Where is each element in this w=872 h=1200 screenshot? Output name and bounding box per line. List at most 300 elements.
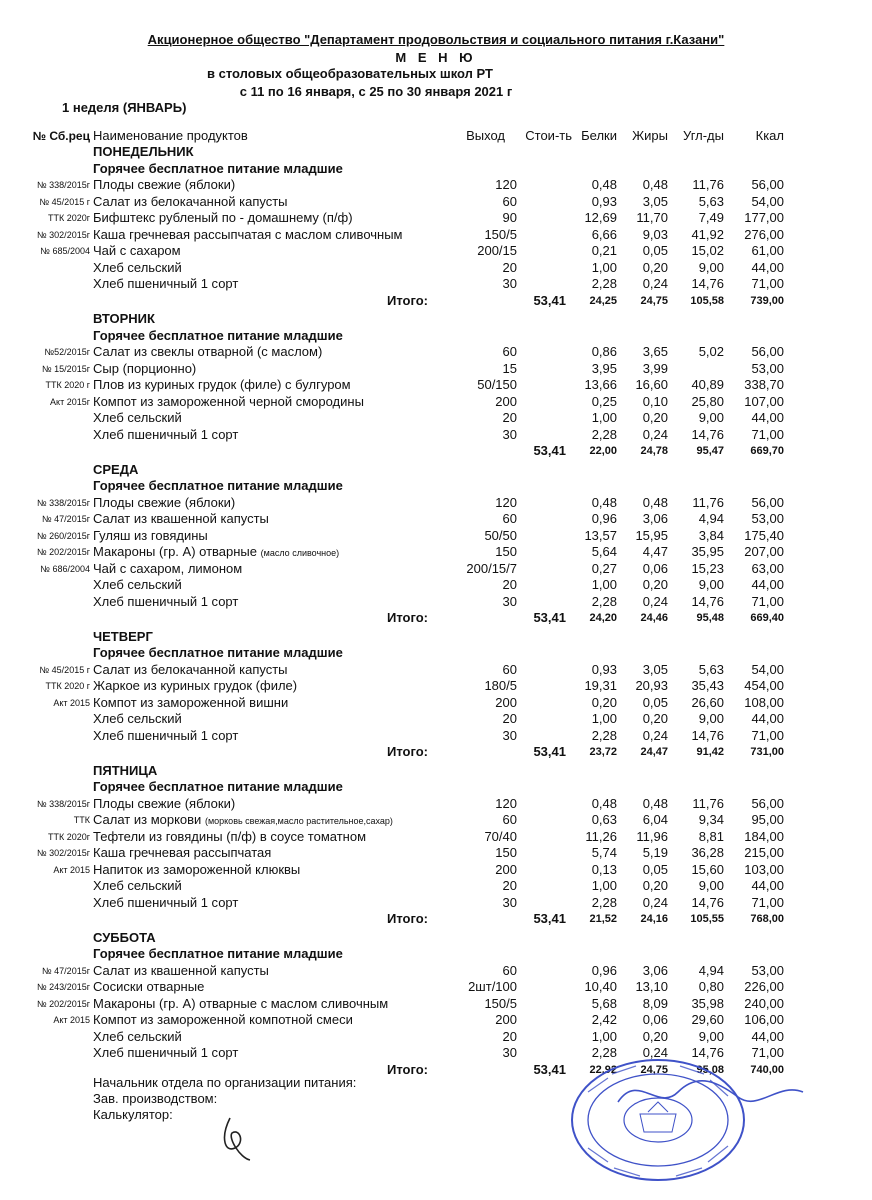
protein: 0,96 (591, 511, 617, 526)
carbs: 14,76 (691, 727, 724, 743)
protein: 0,48 (591, 494, 617, 510)
dish-name (93, 243, 181, 259)
carbs: 11,76 (692, 795, 724, 811)
total-carbs: 95,47 (696, 445, 724, 457)
carbs: 15,02 (691, 243, 724, 258)
table-header (0, 128, 872, 144)
fat: 13,10 (635, 979, 668, 994)
dish-name-text: Макароны (гр. А) отварные с маслом сливочным (93, 995, 389, 1011)
dish-name (93, 678, 297, 694)
category-row (0, 328, 872, 344)
dish-name (93, 394, 364, 410)
portion: 30 (502, 1045, 517, 1060)
dish-name (93, 812, 393, 829)
dish-name (93, 427, 238, 443)
total-protein: 24,25 (589, 294, 617, 307)
total-kcal: 731,00 (750, 746, 784, 758)
portion: 120 (495, 494, 517, 510)
dish-name-text: Салат из моркови (93, 812, 202, 827)
kcal: 54,00 (751, 193, 784, 209)
table-row (0, 377, 872, 393)
recipe-ref: № 47/2015г (42, 514, 90, 524)
fat: 5,19 (642, 845, 668, 860)
kcal: 53,00 (751, 360, 784, 376)
portion: 200 (495, 694, 517, 710)
table-row (0, 845, 872, 861)
total-row (0, 744, 872, 760)
portion: 200/15 (477, 243, 517, 258)
table-row (0, 895, 872, 911)
fat: 15,95 (635, 527, 668, 543)
kcal: 71,00 (751, 593, 784, 609)
protein: 1,00 (591, 259, 617, 275)
recipe-ref: ТТК (73, 815, 90, 825)
total-label: Итого: (387, 911, 428, 926)
carbs: 9,00 (698, 259, 724, 275)
portion: 20 (502, 577, 517, 592)
week-label: 1 неделя (ЯНВАРЬ) (62, 100, 187, 115)
fat: 0,06 (642, 1012, 668, 1027)
dish-name (93, 577, 182, 593)
dish-name (93, 1045, 238, 1061)
dish-name-text: Хлеб сельский (93, 711, 182, 726)
kcal: 53,00 (751, 511, 784, 526)
total-fat: 24,78 (640, 445, 668, 457)
kcal: 106,00 (744, 1012, 784, 1027)
day-row (0, 930, 872, 946)
day-name: ПЯТНИЦА (93, 762, 158, 778)
portion: 150 (495, 845, 517, 860)
carbs: 4,94 (698, 962, 724, 978)
dish-name (93, 695, 288, 711)
recipe-ref: Акт 2015 (53, 864, 90, 875)
kcal: 44,00 (751, 577, 784, 592)
fat: 0,24 (642, 593, 668, 609)
table-row (0, 276, 872, 292)
signature-production: Зав. производством: (93, 1091, 218, 1106)
kcal: 44,00 (751, 711, 784, 726)
total-row (0, 293, 872, 309)
kcal: 44,00 (751, 878, 784, 893)
table-row (0, 511, 872, 527)
table-row (0, 210, 872, 226)
total-protein: 24,20 (589, 612, 617, 624)
portion: 180/5 (484, 678, 517, 693)
dish-name-text: Хлеб пшеничный 1 сорт (93, 727, 239, 743)
fat: 0,10 (642, 393, 668, 409)
total-label: Итого: (387, 610, 428, 625)
kcal: 56,00 (751, 177, 784, 192)
kcal: 44,00 (751, 410, 784, 425)
dish-name (93, 511, 269, 527)
kcal: 56,00 (751, 795, 784, 811)
kcal: 276,00 (744, 226, 784, 242)
fat: 0,24 (642, 426, 668, 442)
recipe-ref: № 47/2015г (42, 965, 90, 976)
dish-name-text: Плов из куриных грудок (филе) с булгуром (93, 377, 351, 392)
portion: 20 (502, 259, 517, 275)
dish-name-text: Жаркое из куриных грудок (филе) (93, 678, 298, 693)
portion: 15 (502, 360, 517, 376)
portion: 20 (502, 1028, 517, 1044)
fat: 0,20 (642, 878, 668, 893)
protein: 19,31 (584, 678, 617, 693)
dish-name (93, 561, 242, 577)
portion: 2шт/100 (468, 979, 517, 994)
carbs: 3,84 (698, 527, 724, 543)
protein: 0,21 (591, 243, 617, 258)
signature-calculator: Калькулятор: (93, 1107, 173, 1122)
dish-name-text: Салат из квашенной капусты (93, 962, 269, 978)
fat: 11,96 (636, 828, 668, 844)
protein: 0,27 (591, 560, 617, 576)
dish-name (93, 829, 366, 845)
category-row (0, 161, 872, 177)
total-protein: 22,92 (589, 1063, 617, 1076)
protein: 0,63 (591, 812, 617, 827)
dish-name (93, 996, 388, 1012)
dish-name (93, 177, 235, 193)
dish-name-text: Каша гречневая рассыпчатая с маслом сливочным (93, 226, 403, 242)
protein: 0,48 (591, 177, 617, 192)
carbs: 5,63 (698, 661, 724, 677)
carbs: 29,60 (691, 1012, 724, 1027)
dish-name (93, 377, 351, 393)
recipe-ref: № 202/2015г (37, 547, 90, 557)
category-row (0, 779, 872, 795)
table-row (0, 410, 872, 426)
carbs: 14,76 (691, 894, 724, 910)
total-cost: 53,41 (533, 443, 566, 458)
kcal: 177,00 (744, 210, 784, 225)
portion: 200 (495, 393, 517, 409)
total-fat: 24,75 (640, 294, 668, 307)
kcal: 61,00 (751, 243, 784, 258)
dish-name-text: Бифштекс рубленый по - домашнему (п/ф) (93, 210, 353, 225)
protein: 6,66 (591, 226, 617, 242)
table-row (0, 394, 872, 410)
protein: 0,25 (591, 393, 617, 409)
protein: 13,66 (584, 377, 617, 392)
table-row (0, 878, 872, 894)
portion: 120 (495, 177, 517, 192)
dish-name-text: Салат из белокачанной капусты (93, 193, 288, 209)
kcal: 184,00 (744, 828, 784, 844)
fat: 0,05 (642, 861, 668, 877)
dish-name (93, 963, 269, 979)
carbs: 9,00 (698, 410, 724, 425)
total-cost: 53,41 (533, 1061, 566, 1077)
table-row (0, 594, 872, 610)
recipe-ref: № 202/2015г (37, 998, 90, 1009)
portion: 20 (502, 711, 517, 726)
protein: 2,28 (591, 426, 617, 442)
kcal: 56,00 (751, 494, 784, 510)
protein: 0,96 (591, 962, 617, 978)
table-row (0, 260, 872, 276)
fat: 16,60 (635, 377, 668, 392)
portion: 60 (502, 193, 517, 209)
portion: 30 (502, 727, 517, 743)
category-row (0, 478, 872, 494)
dish-name-text: Тефтели из говядины (п/ф) в соусе томатном (93, 828, 366, 844)
dish-name-text: Плоды свежие (яблоки) (93, 494, 236, 510)
table-row (0, 344, 872, 360)
dish-name (93, 662, 288, 678)
total-label: Итого: (387, 744, 428, 759)
protein: 0,86 (591, 344, 617, 359)
dish-name-text: Хлеб сельский (93, 1028, 182, 1044)
table-row (0, 361, 872, 377)
kcal: 103,00 (744, 861, 784, 877)
portion: 60 (502, 812, 517, 827)
total-fat: 24,46 (640, 612, 668, 624)
day-row (0, 311, 872, 327)
carbs: 0,80 (698, 979, 724, 994)
carbs: 25,80 (691, 393, 724, 409)
table-row (0, 561, 872, 577)
total-label: Итого: (387, 292, 428, 308)
dish-name (93, 796, 235, 812)
protein: 5,68 (591, 995, 617, 1011)
dish-name (93, 711, 182, 727)
dish-name-text: Салат из свеклы отварной (с маслом) (93, 344, 323, 359)
dish-name (93, 276, 238, 292)
kcal: 226,00 (744, 979, 784, 994)
table-row (0, 829, 872, 845)
portion: 20 (502, 410, 517, 425)
recipe-ref: № 15/2015г (42, 363, 90, 374)
dish-name (93, 210, 353, 226)
fat: 0,48 (642, 177, 668, 192)
dish-name-text: Хлеб пшеничный 1 сорт (93, 593, 239, 609)
col-out: Выход (466, 128, 505, 143)
category-label: Горячее бесплатное питание младшие (93, 946, 343, 961)
dish-name (93, 1029, 182, 1045)
dish-note: (морковь свежая,масло растительное,сахар) (204, 816, 393, 826)
table-row (0, 812, 872, 828)
col-kcal: Ккал (755, 128, 784, 143)
carbs: 9,00 (698, 711, 724, 726)
protein: 0,93 (591, 661, 617, 677)
kcal: 107,00 (744, 393, 784, 409)
portion: 150 (495, 544, 517, 559)
day-name: ВТОРНИК (93, 311, 155, 326)
carbs: 11,76 (692, 177, 724, 192)
dish-name (93, 344, 322, 360)
fat: 0,20 (642, 410, 668, 425)
protein: 1,00 (591, 878, 617, 893)
dish-name-text: Сыр (порционно) (93, 360, 197, 376)
carbs: 15,23 (691, 560, 724, 576)
protein: 0,13 (591, 861, 617, 877)
category-label: Горячее бесплатное питание младшие (93, 779, 343, 794)
fat: 0,20 (642, 259, 668, 275)
portion: 150/5 (484, 995, 517, 1011)
day-row (0, 144, 872, 160)
table-row (0, 528, 872, 544)
table-row (0, 862, 872, 878)
recipe-ref: № 685/2004 (40, 246, 90, 256)
carbs: 8,81 (698, 828, 724, 844)
dish-name-text: Салат из квашенной капусты (93, 511, 269, 526)
table-row (0, 711, 872, 727)
recipe-ref: № 338/2015г (37, 798, 90, 809)
table-row (0, 577, 872, 593)
dish-name-text: Компот из замороженной вишни (93, 694, 289, 710)
category-row (0, 645, 872, 661)
recipe-ref: ТТК 2020г (47, 213, 90, 223)
table-row (0, 662, 872, 678)
fat: 0,48 (642, 494, 668, 510)
carbs: 9,00 (698, 1028, 724, 1044)
fat: 0,24 (642, 276, 668, 291)
carbs: 14,76 (691, 426, 724, 442)
dish-name-text: Плоды свежие (яблоки) (93, 177, 236, 192)
fat: 0,24 (642, 1045, 668, 1060)
kcal: 95,00 (751, 812, 784, 827)
total-kcal: 669,70 (750, 445, 784, 457)
portion: 30 (502, 426, 517, 442)
day-row (0, 629, 872, 645)
dish-name-text: Хлеб пшеничный 1 сорт (93, 894, 239, 910)
total-carbs: 105,58 (690, 294, 724, 307)
kcal: 44,00 (751, 1028, 784, 1044)
fat: 20,93 (635, 678, 668, 693)
recipe-ref: ТТК 2020 г (45, 380, 90, 390)
protein: 0,48 (591, 795, 617, 811)
recipe-ref: № 686/2004 (40, 563, 90, 574)
dish-name (93, 594, 238, 610)
kcal: 175,40 (744, 527, 784, 543)
dish-name-text: Чай с сахаром (93, 243, 181, 258)
table-row (0, 495, 872, 511)
portion: 90 (502, 210, 517, 225)
table-row (0, 227, 872, 243)
recipe-ref: № 260/2015г (37, 530, 90, 541)
protein: 2,28 (591, 1045, 617, 1060)
protein: 2,28 (591, 276, 617, 291)
total-label: Итого: (387, 1061, 428, 1077)
dish-name-text: Плоды свежие (яблоки) (93, 795, 236, 811)
kcal: 240,00 (744, 995, 784, 1011)
recipe-ref: № 302/2015г (37, 848, 90, 858)
carbs: 14,76 (691, 1045, 724, 1060)
dish-name-text: Гуляш из говядины (93, 527, 208, 543)
kcal: 71,00 (751, 1045, 784, 1060)
total-kcal: 739,00 (750, 294, 784, 307)
portion: 50/50 (484, 527, 517, 543)
dish-name (93, 878, 182, 894)
total-kcal: 740,00 (750, 1063, 784, 1076)
table-row (0, 194, 872, 210)
protein: 0,20 (591, 694, 617, 710)
protein: 0,93 (591, 193, 617, 209)
org-title: Акционерное общество "Департамент продовольствия и социального питания г.Казани" (147, 32, 725, 47)
kcal: 71,00 (751, 727, 784, 743)
category-label: Горячее бесплатное питание младшие (93, 327, 343, 343)
carbs: 9,00 (698, 577, 724, 592)
carbs: 35,43 (691, 678, 724, 693)
protein: 1,00 (591, 1028, 617, 1044)
portion: 200 (495, 1012, 517, 1027)
fat: 8,09 (642, 995, 668, 1011)
portion: 60 (502, 962, 517, 978)
carbs: 11,76 (692, 494, 724, 510)
dish-name-text: Хлеб пшеничный 1 сорт (93, 1045, 239, 1060)
carbs: 26,60 (691, 694, 724, 710)
kcal: 215,00 (744, 845, 784, 860)
recipe-ref: № 338/2015г (37, 497, 90, 508)
dish-name-text: Компот из замороженной черной смородины (93, 393, 364, 409)
carbs: 5,02 (698, 344, 724, 359)
dish-name (93, 495, 235, 511)
dish-name-text: Компот из замороженной компотной смеси (93, 1012, 353, 1027)
dish-name-text: Сосиски отварные (93, 979, 205, 994)
portion: 60 (502, 661, 517, 677)
table-row (0, 996, 872, 1012)
total-cost: 53,41 (533, 292, 566, 308)
carbs: 9,00 (698, 878, 724, 893)
total-carbs: 95,48 (696, 612, 724, 624)
table-row (0, 1012, 872, 1028)
carbs: 40,89 (691, 377, 724, 392)
total-cost: 53,41 (533, 610, 566, 625)
dish-name-text: Макароны (гр. А) отварные (93, 544, 258, 559)
portion: 70/40 (484, 828, 517, 844)
carbs: 35,95 (691, 544, 724, 559)
fat: 6,04 (642, 812, 668, 827)
day-row (0, 462, 872, 478)
fat: 3,06 (642, 962, 668, 978)
signature-scribble (598, 1062, 808, 1122)
dish-name (93, 544, 339, 561)
signature-head: Начальник отдела по организации питания: (93, 1075, 357, 1090)
category-label: Горячее бесплатное питание младшие (93, 478, 343, 493)
dish-name-text: Хлеб сельский (93, 259, 182, 275)
portion: 20 (502, 878, 517, 893)
recipe-ref: № 338/2015г (37, 180, 90, 190)
col-carb: Угл-ды (683, 128, 724, 143)
category-label: Горячее бесплатное питание младшие (93, 160, 343, 176)
fat: 0,20 (642, 1028, 668, 1044)
carbs: 15,60 (691, 861, 724, 877)
carbs: 14,76 (691, 593, 724, 609)
total-row (0, 443, 872, 459)
total-protein: 21,52 (589, 913, 617, 925)
kcal: 71,00 (751, 894, 784, 910)
table-row (0, 243, 872, 259)
carbs: 4,94 (698, 511, 724, 526)
kcal: 53,00 (751, 962, 784, 978)
protein: 3,95 (591, 360, 617, 376)
dish-name (93, 361, 196, 377)
fat: 4,47 (642, 544, 668, 559)
dish-name (93, 895, 238, 911)
table-row (0, 728, 872, 744)
menu-title: М Е Н Ю (395, 50, 477, 65)
recipe-ref: Акт 2015г (50, 396, 90, 407)
portion: 30 (502, 276, 517, 291)
carbs: 35,98 (691, 995, 724, 1011)
dish-name (93, 728, 238, 744)
portion: 30 (502, 593, 517, 609)
dish-name-text: Хлеб пшеничный 1 сорт (93, 276, 239, 291)
day-name: СРЕДА (93, 461, 139, 477)
dish-name-text: Хлеб сельский (93, 878, 182, 893)
protein: 11,26 (585, 828, 617, 844)
table-row (0, 963, 872, 979)
